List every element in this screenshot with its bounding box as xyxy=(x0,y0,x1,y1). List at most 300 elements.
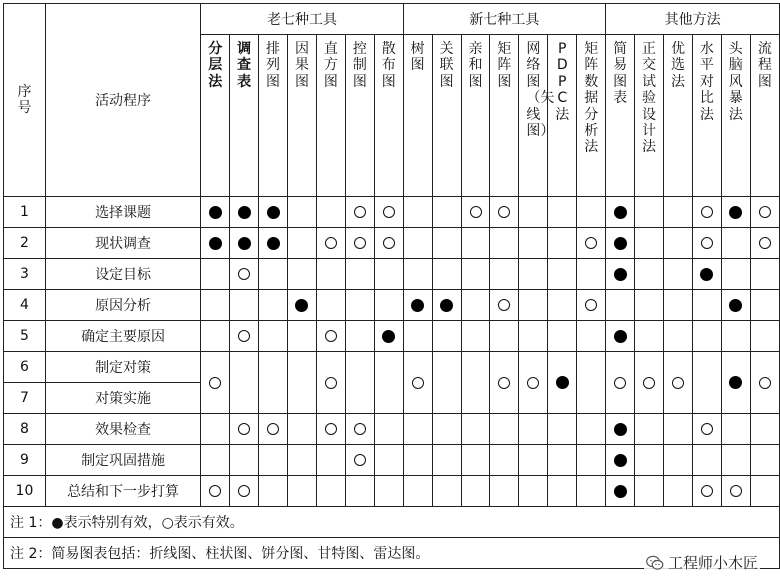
effective-mark xyxy=(238,485,250,497)
mark-cell xyxy=(519,321,548,352)
effective-mark xyxy=(412,377,424,389)
mark-cell xyxy=(259,228,288,259)
very-effective-mark xyxy=(556,376,569,389)
tool-label: 直方图 xyxy=(323,41,338,90)
mark-cell xyxy=(230,259,259,290)
tool-header-15 xyxy=(635,35,664,197)
mark-cell xyxy=(374,290,403,321)
mark-cell xyxy=(606,197,635,228)
mark-cell xyxy=(692,321,721,352)
note-row xyxy=(4,507,780,538)
very-effective-mark xyxy=(729,206,742,219)
mark-cell xyxy=(316,414,345,445)
tool-label: 水平对比法 xyxy=(699,41,714,123)
mark-cell xyxy=(461,321,490,352)
row-number: 7 xyxy=(4,383,46,414)
mark-cell xyxy=(606,228,635,259)
mark-cell xyxy=(230,476,259,507)
mark-cell xyxy=(490,290,519,321)
mark-cell xyxy=(577,228,606,259)
effective-mark xyxy=(498,299,510,311)
mark-cell xyxy=(721,352,750,414)
tool-label: 优选法 xyxy=(670,41,685,90)
mark-cell xyxy=(374,228,403,259)
mark-cell xyxy=(692,259,721,290)
mark-cell xyxy=(201,228,230,259)
mark-cell xyxy=(750,352,779,414)
mark-cell xyxy=(316,476,345,507)
tool-label: 正交试验设计法 xyxy=(642,41,657,156)
table-row xyxy=(4,476,780,507)
mark-cell xyxy=(519,445,548,476)
row-number: 4 xyxy=(4,290,46,321)
group-old-seven: 老七种工具 xyxy=(201,4,403,35)
very-effective-mark xyxy=(209,206,222,219)
mark-cell xyxy=(490,228,519,259)
very-effective-mark xyxy=(729,376,742,389)
very-effective-mark xyxy=(238,237,251,250)
mark-cell xyxy=(635,228,664,259)
effective-mark xyxy=(759,377,771,389)
mark-cell xyxy=(461,476,490,507)
mark-cell xyxy=(259,445,288,476)
tool-header-19 xyxy=(750,35,779,197)
mark-cell xyxy=(345,321,374,352)
mark-cell xyxy=(201,290,230,321)
tool-label: 关联图 xyxy=(439,41,454,90)
mark-cell xyxy=(259,352,288,414)
mark-cell xyxy=(316,259,345,290)
mark-cell xyxy=(432,228,461,259)
mark-cell xyxy=(316,321,345,352)
mark-cell xyxy=(721,197,750,228)
mark-cell xyxy=(432,476,461,507)
mark-cell xyxy=(201,352,230,414)
very-effective-mark xyxy=(267,206,280,219)
effective-mark xyxy=(383,237,395,249)
row-number: 5 xyxy=(4,321,46,352)
mark-cell xyxy=(750,197,779,228)
wechat-account-name: 工程师小木匠 xyxy=(667,554,758,572)
tool-label: 头脑风暴法 xyxy=(728,41,743,123)
mark-cell xyxy=(345,414,374,445)
mark-cell xyxy=(548,321,577,352)
wechat-account-badge xyxy=(644,552,760,573)
tool-label: 分层法 xyxy=(208,41,223,90)
mark-cell xyxy=(721,414,750,445)
very-effective-mark xyxy=(238,206,251,219)
mark-cell xyxy=(750,476,779,507)
row-number: 3 xyxy=(4,259,46,290)
mark-cell xyxy=(750,414,779,445)
note-text: 注 2：简易图表包括：折线图、柱状图、饼分图、甘特图、雷达图。 xyxy=(4,538,780,569)
mark-cell xyxy=(664,352,693,414)
mark-cell xyxy=(721,290,750,321)
row-number: 10 xyxy=(4,476,46,507)
group-header-row xyxy=(4,4,780,35)
tool-header-17 xyxy=(692,35,721,197)
row-activity: 总结和下一步打算 xyxy=(45,476,200,507)
mark-cell xyxy=(750,321,779,352)
mark-cell xyxy=(577,352,606,414)
mark-cell xyxy=(288,414,317,445)
tool-label: 矩阵图 xyxy=(497,41,512,90)
tool-header-9 xyxy=(461,35,490,197)
mark-cell xyxy=(432,197,461,228)
mark-cell xyxy=(201,321,230,352)
very-effective-mark xyxy=(267,237,280,250)
mark-cell xyxy=(635,476,664,507)
mark-cell xyxy=(750,259,779,290)
mark-cell xyxy=(374,476,403,507)
wechat-icon xyxy=(646,555,664,571)
mark-cell xyxy=(664,476,693,507)
mark-cell xyxy=(519,197,548,228)
effective-mark xyxy=(701,206,713,218)
tool-label: 散布图 xyxy=(381,41,396,90)
mark-cell xyxy=(201,476,230,507)
mark-cell xyxy=(664,290,693,321)
mark-cell xyxy=(750,290,779,321)
effective-mark xyxy=(238,330,250,342)
mark-cell xyxy=(721,228,750,259)
mark-cell xyxy=(432,414,461,445)
mark-cell xyxy=(548,445,577,476)
mark-cell xyxy=(259,197,288,228)
mark-cell xyxy=(316,352,345,414)
qc-tools-table xyxy=(3,3,780,569)
effective-mark xyxy=(701,237,713,249)
mark-cell xyxy=(461,445,490,476)
mark-cell xyxy=(288,445,317,476)
mark-cell xyxy=(201,414,230,445)
row-activity: 现状调查 xyxy=(45,228,200,259)
effective-mark xyxy=(672,377,684,389)
very-effective-mark xyxy=(614,206,627,219)
mark-cell xyxy=(403,321,432,352)
tool-label: 树图 xyxy=(410,41,425,74)
mark-cell xyxy=(345,197,374,228)
mark-cell xyxy=(519,290,548,321)
effective-mark xyxy=(470,206,482,218)
mark-cell xyxy=(288,228,317,259)
mark-cell xyxy=(577,445,606,476)
mark-cell xyxy=(490,352,519,414)
mark-cell xyxy=(692,197,721,228)
mark-cell xyxy=(490,321,519,352)
mark-cell xyxy=(230,414,259,445)
mark-cell xyxy=(519,259,548,290)
mark-cell xyxy=(692,445,721,476)
mark-cell xyxy=(374,414,403,445)
effective-mark xyxy=(701,485,713,497)
very-effective-mark xyxy=(209,237,222,250)
very-effective-mark xyxy=(614,485,627,498)
very-effective-mark xyxy=(411,299,424,312)
mark-cell xyxy=(577,259,606,290)
mark-cell xyxy=(374,445,403,476)
tool-header-13 xyxy=(577,35,606,197)
tool-header-7 xyxy=(403,35,432,197)
mark-cell xyxy=(750,228,779,259)
row-activity: 对策实施 xyxy=(45,383,200,414)
mark-cell xyxy=(259,321,288,352)
effective-mark xyxy=(527,377,539,389)
mark-cell xyxy=(664,445,693,476)
table-row xyxy=(4,321,780,352)
mark-cell xyxy=(432,352,461,414)
tool-label: PDPC法 xyxy=(555,41,570,123)
tool-header-2 xyxy=(259,35,288,197)
effective-mark xyxy=(354,423,366,435)
mark-cell xyxy=(692,352,721,414)
tool-label: 网络图（矢线图） xyxy=(526,41,555,139)
mark-cell xyxy=(432,290,461,321)
mark-cell xyxy=(288,352,317,414)
row-activity: 设定目标 xyxy=(45,259,200,290)
tool-header-3 xyxy=(288,35,317,197)
mark-cell xyxy=(403,228,432,259)
effective-mark xyxy=(354,454,366,466)
mark-cell xyxy=(635,321,664,352)
mark-cell xyxy=(490,197,519,228)
tool-header-0 xyxy=(201,35,230,197)
effective-mark xyxy=(614,377,626,389)
mark-cell xyxy=(548,352,577,414)
row-number: 8 xyxy=(4,414,46,445)
mark-cell xyxy=(692,414,721,445)
mark-cell xyxy=(230,228,259,259)
mark-cell xyxy=(432,445,461,476)
mark-cell xyxy=(490,476,519,507)
mark-cell xyxy=(721,445,750,476)
effective-mark xyxy=(585,299,597,311)
mark-cell xyxy=(721,321,750,352)
tool-header-10 xyxy=(490,35,519,197)
mark-cell xyxy=(577,321,606,352)
mark-cell xyxy=(374,197,403,228)
effective-mark xyxy=(585,237,597,249)
mark-cell xyxy=(577,197,606,228)
mark-cell xyxy=(548,414,577,445)
seq-header: 序号 xyxy=(4,4,46,197)
group-other-methods: 其他方法 xyxy=(606,4,780,35)
mark-cell xyxy=(577,414,606,445)
mark-cell xyxy=(230,321,259,352)
tool-header-4 xyxy=(316,35,345,197)
tool-header-8 xyxy=(432,35,461,197)
mark-cell xyxy=(403,476,432,507)
mark-cell xyxy=(288,259,317,290)
mark-cell xyxy=(201,445,230,476)
mark-cell xyxy=(403,414,432,445)
mark-cell xyxy=(230,290,259,321)
tool-label: 流程图 xyxy=(757,41,772,90)
effective-mark xyxy=(267,423,279,435)
table-row xyxy=(4,352,780,383)
mark-cell xyxy=(461,414,490,445)
very-effective-mark xyxy=(700,268,713,281)
very-effective-mark xyxy=(295,299,308,312)
tool-header-12 xyxy=(548,35,577,197)
mark-cell xyxy=(403,259,432,290)
mark-cell xyxy=(374,321,403,352)
effective-mark xyxy=(325,237,337,249)
tool-header-6 xyxy=(374,35,403,197)
mark-cell xyxy=(635,197,664,228)
mark-cell xyxy=(432,321,461,352)
mark-cell xyxy=(519,228,548,259)
tool-header-5 xyxy=(345,35,374,197)
table-row xyxy=(4,228,780,259)
mark-cell xyxy=(606,445,635,476)
mark-cell xyxy=(259,414,288,445)
effective-mark xyxy=(383,206,395,218)
table-row xyxy=(4,259,780,290)
mark-cell xyxy=(664,321,693,352)
mark-cell xyxy=(548,259,577,290)
very-effective-mark xyxy=(729,299,742,312)
mark-cell xyxy=(519,476,548,507)
mark-cell xyxy=(374,352,403,414)
very-effective-mark xyxy=(382,330,395,343)
mark-cell xyxy=(374,259,403,290)
mark-cell xyxy=(664,259,693,290)
mark-cell xyxy=(606,290,635,321)
effective-mark xyxy=(325,330,337,342)
mark-cell xyxy=(664,228,693,259)
mark-cell xyxy=(664,414,693,445)
tool-label: 调查表 xyxy=(237,41,252,90)
mark-cell xyxy=(548,290,577,321)
mark-cell xyxy=(548,197,577,228)
mark-cell xyxy=(548,476,577,507)
mark-cell xyxy=(201,197,230,228)
mark-cell xyxy=(259,259,288,290)
effective-mark xyxy=(354,206,366,218)
row-number: 9 xyxy=(4,445,46,476)
mark-cell xyxy=(635,352,664,414)
effective-mark xyxy=(238,268,250,280)
mark-cell xyxy=(259,476,288,507)
very-effective-mark xyxy=(440,299,453,312)
effective-mark xyxy=(209,377,221,389)
mark-cell xyxy=(606,321,635,352)
tool-header-11 xyxy=(519,35,555,197)
mark-cell xyxy=(461,290,490,321)
mark-cell xyxy=(606,414,635,445)
mark-cell xyxy=(345,228,374,259)
effective-mark xyxy=(498,377,510,389)
mark-cell xyxy=(461,197,490,228)
tool-label: 因果图 xyxy=(294,41,309,90)
mark-cell xyxy=(316,290,345,321)
mark-cell xyxy=(461,228,490,259)
row-activity: 制定对策 xyxy=(45,352,200,383)
mark-cell xyxy=(692,476,721,507)
row-activity: 效果检查 xyxy=(45,414,200,445)
row-number: 6 xyxy=(4,352,46,383)
tool-header-16 xyxy=(664,35,693,197)
effective-mark xyxy=(209,485,221,497)
mark-cell xyxy=(288,290,317,321)
mark-cell xyxy=(432,259,461,290)
mark-cell xyxy=(345,445,374,476)
row-activity: 原因分析 xyxy=(45,290,200,321)
mark-cell xyxy=(490,445,519,476)
mark-cell xyxy=(635,445,664,476)
mark-cell xyxy=(692,228,721,259)
mark-cell xyxy=(403,445,432,476)
mark-cell xyxy=(345,352,374,414)
tool-label: 简易图表 xyxy=(613,41,628,107)
tool-label: 控制图 xyxy=(352,41,367,90)
effective-mark xyxy=(238,423,250,435)
mark-cell xyxy=(721,259,750,290)
effective-mark xyxy=(325,377,337,389)
row-number: 2 xyxy=(4,228,46,259)
mark-cell xyxy=(345,476,374,507)
row-activity: 确定主要原因 xyxy=(45,321,200,352)
tool-label: 排列图 xyxy=(266,41,281,90)
mark-cell xyxy=(606,352,635,414)
mark-cell xyxy=(288,321,317,352)
mark-cell xyxy=(345,290,374,321)
mark-cell xyxy=(606,259,635,290)
effective-mark xyxy=(354,237,366,249)
mark-cell xyxy=(288,197,317,228)
activity-header: 活动程序 xyxy=(45,4,200,197)
effective-mark xyxy=(759,206,771,218)
mark-cell xyxy=(577,476,606,507)
mark-cell xyxy=(490,259,519,290)
mark-cell xyxy=(692,290,721,321)
mark-cell xyxy=(259,290,288,321)
mark-cell xyxy=(461,352,490,414)
mark-cell xyxy=(288,476,317,507)
tool-header-1 xyxy=(230,35,259,197)
mark-cell xyxy=(635,414,664,445)
mark-cell xyxy=(403,352,432,414)
group-new-seven: 新七种工具 xyxy=(403,4,605,35)
effective-mark xyxy=(759,237,771,249)
effective-mark xyxy=(498,206,510,218)
mark-cell xyxy=(316,445,345,476)
mark-cell xyxy=(230,445,259,476)
mark-cell xyxy=(664,197,693,228)
mark-cell xyxy=(606,476,635,507)
tool-header-14 xyxy=(606,35,635,197)
effective-mark xyxy=(643,377,655,389)
row-number: 1 xyxy=(4,197,46,228)
mark-cell xyxy=(230,197,259,228)
table-row xyxy=(4,197,780,228)
row-activity: 选择课题 xyxy=(45,197,200,228)
mark-cell xyxy=(461,259,490,290)
mark-cell xyxy=(403,290,432,321)
note-text: 注 1：●表示特别有效，○表示有效。 xyxy=(4,507,780,538)
tool-header-18 xyxy=(721,35,750,197)
very-effective-mark xyxy=(614,454,627,467)
mark-cell xyxy=(750,445,779,476)
mark-cell xyxy=(316,197,345,228)
mark-cell xyxy=(519,352,548,414)
mark-cell xyxy=(201,259,230,290)
very-effective-mark xyxy=(614,237,627,250)
very-effective-mark xyxy=(614,423,627,436)
effective-mark xyxy=(701,423,713,435)
mark-cell xyxy=(577,290,606,321)
